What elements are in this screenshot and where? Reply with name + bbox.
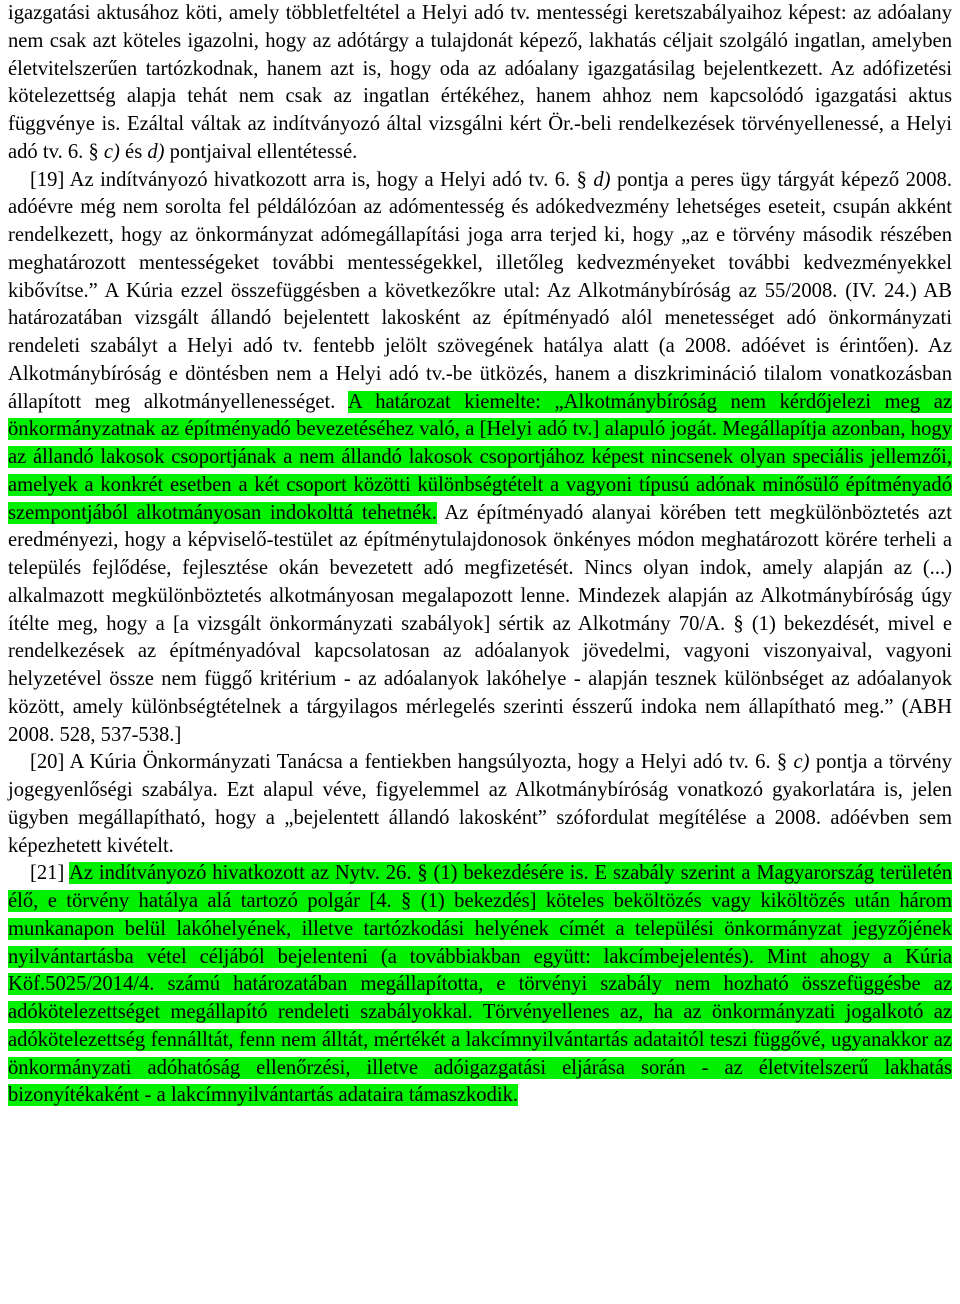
- text-run: [20] A Kúria Önkormányzati Tanácsa a fentiekben hangsúlyozta, hogy a Helyi adó tv. 6. §: [30, 751, 794, 774]
- highlighted-text: A határozat kiemelte: „Alkotmánybíróság nem kérdőjelezi meg az önkormányzatnak az építményadó bevezetéséhez való, a [Helyi adó tv.] alapuló jogát. Megállapítja azonban, hogy az állandó lakosok csoportjának a nem állandó lakosok csoportjához képest nincsenek olyan speciális jellemzői, amelyek a konkrét esetben a két csoport közötti különbségtételt a vagyoni típusú adónak minősülő építményadó szempontjából alkotmányosan indokolttá tehetnék.: [8, 390, 952, 524]
- italic-text: c): [793, 751, 810, 774]
- italic-text: c): [103, 140, 120, 163]
- text-run: pontja a peres ügy tárgyát képező 2008. adóévre még nem sorolta fel példálózóan az adómentesség és adókedvezmény lehetséges eseteit, csupán akként rendelkezett, hogy az önkormányzat adómegállapítási joga arra terjed ki, hogy „az e törvény második részében meghatározott mentességeket további mentességekkel, illetőleg kedvezményeket további kedvezményekkel kibővítse.” A Kúria ezzel összefüggésben a következőkre utal: Az Alkotmánybíróság az 55/2008. (IV. 24.) AB határozatában vizsgált állandó bejelentett lakosként az építményadó alól menetességet adó önkormányzati rendeleti szabályt a Helyi adó tv. fentebb jelölt szövegének hatálya alatt (a 2008. adóévet is érintően). Az Alkotmánybíróság e döntésben nem a Helyi adó tv.-be ütközés, hanem a diszkrimináció tilalom vonatkozásban állapított meg alkotmányellenességet.: [8, 168, 953, 413]
- paragraph-21: [8, 860, 952, 1110]
- text-run: pontjaival ellentétessé.: [164, 140, 358, 163]
- text-run: és: [119, 140, 148, 163]
- highlighted-text: Az indítványozó hivatkozott az Nytv. 26. § (1) bekezdésére is. E szabály szerint a Magyarország területén élő, e törvény hatálya alá tartozó polgár [4. § (1) bekezdés] köteles beköltözés vagy kiköltözés után három munkanapon belül lakóhelyének, illetve tartózkodási helyének címét a települési önkormányzat jegyzőjének nyilvántartásba vétel céljából bejelenteni (a továbbiakban együtt: lakcímbejelentés). Mint ahogy a Kúria Köf.5025/2014/4. számú határozatában megállapította, e törvényi szabály nem hozható összefüggésbe az adókötelezettséget megállapító rendeleti szabályokkal. Törvényellenes az, ha az önkormányzati jogalkotó az adókötelezettség fennálltát, fenn nem álltát, mértékét a lakcímnyilvántartás adataitól teszi függővé, ugyanakkor az önkormányzati adóhatóság ellenőrzési, illetve adóigazgatási eljárása során - az életvitelszerű lakhatás bizonyítékaként - a lakcímnyilvántartás adataira támaszkodik.: [8, 862, 952, 1107]
- text-run: [21]: [30, 862, 70, 885]
- paragraph-continuation: [8, 0, 952, 167]
- paragraph-19: [8, 167, 952, 750]
- text-run: pontja a törvény jogegyenlőségi szabálya. Ezt alapul véve, figyelemmel az Alkotmánybíróság vonatkozó gyakorlatára is, jelen ügyben megállapítható, hogy a „bejelentett állandó lakosként” szófordulat megítélése a 2008. adóévben sem képezhetett kivételt.: [8, 751, 953, 857]
- italic-text: d): [593, 168, 611, 191]
- text-run: igazgatási aktusához köti, amely többletfeltétel a Helyi adó tv. mentességi keretszabályaihoz képest: az adóalany nem csak azt köteles igazolni, hogy az adótárgy a tulajdonát képező, lakhatás céljait szolgáló ingatlan, amelyben életvitelszerűen tartózkodnak, hanem azt is, hogy oda az adóalany igazgatásilag bejelentkezett. Az adófizetési kötelezettség alapja tehát nem csak az ingatlan értékéhez, hanem ahhoz nem kapcsolódó igazgatási aktus függvénye is. Ezáltal váltak az indítványozó által vizsgálni kért Ör.-beli rendelkezések törvényellenessé, a Helyi adó tv. 6. §: [8, 2, 952, 163]
- text-run: Az építményadó alanyai körében tett megkülönböztetés azt eredményezi, hogy a képviselő-testület az építménytulajdonosok önkényes módon meghatározott körére terheli a település fejlődése, fejlesztése okán bevezetett adó megfizetését. Nincs olyan indok, amely alapján az (...) alkalmazott megkülönböztetés alkotmányosan megalapozott lenne. Mindezek alapján az Alkotmánybíróság úgy ítélte meg, hogy a [a vizsgált önkormányzati szabályok] sértik az Alkotmány 70/A. § (1) bekezdését, mivel e rendelkezések az építményadóval kapcsolatosan az adóalanyok jövedelmi, vagyoni viszonyaival, vagyoni helyzetével össze nem függő kritérium - az adóalanyok lakóhelye - alapján tesznek különbséget az adóalanyok között, amely különbségtételnek a tárgyilagos mérlegelés szerinti ésszerű indoka nem állapítható meg.” (ABH 2008. 528, 537-538.]: [8, 501, 952, 746]
- paragraph-20: [8, 749, 952, 860]
- italic-text: d): [147, 140, 165, 163]
- text-run: [19] Az indítványozó hivatkozott arra is, hogy a Helyi adó tv. 6. §: [30, 168, 594, 191]
